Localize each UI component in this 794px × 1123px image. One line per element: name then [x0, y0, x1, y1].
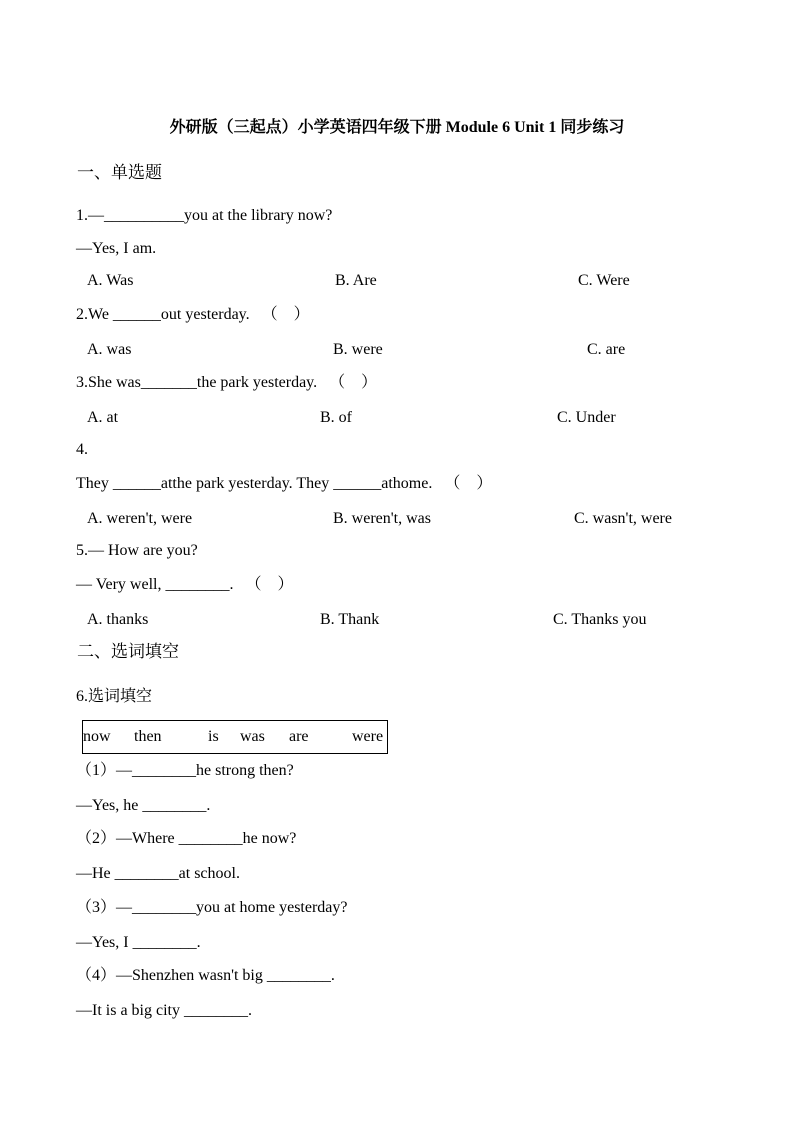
question-1-option-b[interactable]: B. Are	[335, 272, 377, 289]
question-3-option-b[interactable]: B. of	[320, 409, 352, 426]
word-bank-word: was	[240, 728, 265, 745]
word-bank-word: are	[289, 728, 309, 745]
question-2-option-b[interactable]: B. were	[333, 341, 383, 358]
word-bank	[82, 720, 388, 754]
question-4-option-a[interactable]: A. weren't, were	[87, 510, 193, 527]
q6-line-3: （2）—Where ________he now?	[76, 830, 297, 847]
q6-line-2: —Yes, he ________.	[76, 797, 211, 814]
word-bank-word: were	[352, 728, 384, 745]
page-title: 外研版（三起点）小学英语四年级下册 Module 6 Unit 1 同步练习	[169, 119, 625, 136]
q6-line-7: （4）—Shenzhen wasn't big ________.	[76, 967, 335, 984]
question-2-option-c[interactable]: C. are	[587, 341, 626, 358]
word-bank-word: now	[83, 728, 111, 745]
question-4-option-c[interactable]: C. wasn't, were	[574, 510, 672, 527]
question-4-number: 4.	[76, 441, 88, 458]
question-1-stem: 1.—__________you at the library now?	[76, 207, 333, 224]
question-2-option-a[interactable]: A. was	[87, 341, 132, 358]
q6-line-8: —It is a big city ________.	[76, 1002, 252, 1019]
question-5-stem-2: — Very well, ________. （ ）	[76, 576, 294, 593]
question-4-stem: They ______atthe park yesterday. They ______athome. （ ）	[76, 475, 493, 492]
question-6-label: 6.选词填空	[76, 688, 153, 705]
question-3-option-c[interactable]: C. Under	[557, 409, 616, 426]
question-1-option-c[interactable]: C. Were	[578, 272, 630, 289]
q6-line-1: （1）—________he strong then?	[76, 762, 294, 779]
question-1-reply: —Yes, I am.	[76, 240, 157, 257]
question-3-option-a[interactable]: A. at	[87, 409, 119, 426]
word-bank-word: then	[134, 728, 162, 745]
question-5-stem: 5.— How are you?	[76, 542, 198, 559]
question-5-option-b[interactable]: B. Thank	[320, 611, 380, 628]
section-heading-single-choice: 一、单选题	[77, 163, 162, 182]
section-heading-fill-in: 二、选词填空	[77, 642, 179, 661]
q6-line-6: —Yes, I ________.	[76, 934, 201, 951]
question-5-option-c[interactable]: C. Thanks you	[553, 611, 647, 628]
question-4-option-b[interactable]: B. weren't, was	[333, 510, 431, 527]
question-1-option-a[interactable]: A. Was	[87, 272, 134, 289]
word-bank-word: is	[208, 728, 219, 745]
question-5-option-a[interactable]: A. thanks	[87, 611, 149, 628]
question-2-stem: 2.We ______out yesterday. （ ）	[76, 306, 310, 323]
q6-line-4: —He ________at school.	[76, 865, 240, 882]
q6-line-5: （3）—________you at home yesterday?	[76, 899, 348, 916]
question-3-stem: 3.She was_______the park yesterday. （ ）	[76, 374, 378, 391]
